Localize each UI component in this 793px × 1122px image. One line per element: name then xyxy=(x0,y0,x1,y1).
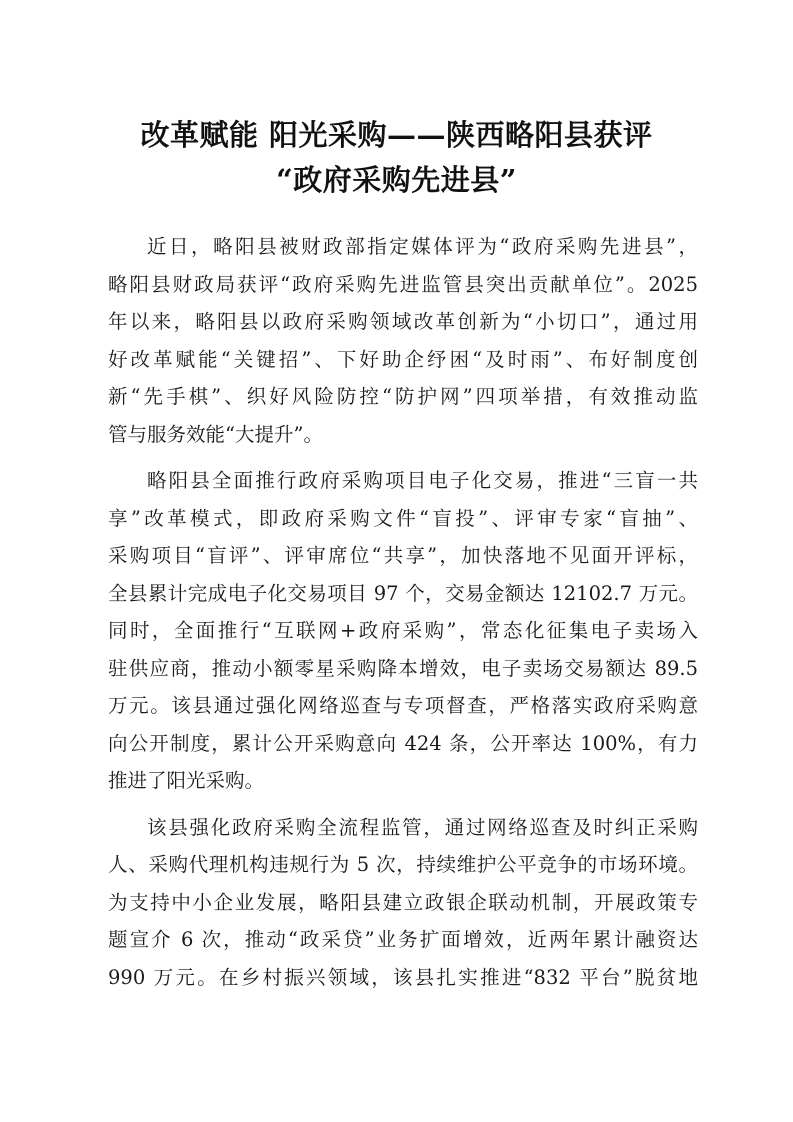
paragraph-1-line-5: 新“先手棋”、织好风险防控“防护网”四项举措，有效推动监 xyxy=(108,385,698,408)
paragraph-2-line-6: 驻供应商，推动小额零星采购降本增效，电子卖场交易额达 89.5 xyxy=(108,656,698,680)
paragraph-1-line-4: 好改革赋能“关键招”、下好助企纾困“及时雨”、布好制度创 xyxy=(108,347,698,371)
paragraph-3-line-5: 990 万元。在乡村振兴领域，该县扎实推进“832 平台”脱贫地 xyxy=(108,965,698,989)
paragraph-2-line-7: 万元。该县通过强化网络巡查与专项督查，严格落实政府采购意 xyxy=(108,694,698,717)
paragraph-3-line-1: 该县强化政府采购全流程监管，通过网络巡查及时纠正采购 xyxy=(147,815,698,839)
paragraph-1-line-3: 年以来，略阳县以政府采购领域改革创新为“小切口”，通过用 xyxy=(108,310,698,333)
article-title-line-2: “政府采购先进县” xyxy=(276,163,517,197)
paragraph-2-line-2: 享”改革模式，即政府采购文件“盲投”、评审专家“盲抽”、 xyxy=(108,506,698,530)
paragraph-3-line-4: 题宣介 6 次，推动“政采贷”业务扩面增效，近两年累计融资达 xyxy=(108,928,698,951)
article-body xyxy=(108,228,698,996)
paragraph-2-line-8: 向公开制度，累计公开采购意向 424 条，公开率达 100%，有力 xyxy=(108,731,698,755)
paragraph-3-line-2: 人、采购代理机构违规行为 5 次，持续维护公平竞争的市场环境。 xyxy=(108,853,698,876)
paragraph-1-line-1: 近日，略阳县被财政部指定媒体评为“政府采购先进县”， xyxy=(147,235,698,258)
paragraph-1-line-6: 管与服务效能“大提升”。 xyxy=(108,422,323,446)
paragraph-2-line-9: 推进了阳光采购。 xyxy=(108,769,265,792)
paragraph-2-line-5: 同时，全面推行“互联网+政府采购”，常态化征集电子卖场入 xyxy=(108,619,698,642)
paragraph-3-line-3: 为支持中小企业发展，略阳县建立政银企联动机制，开展政策专 xyxy=(108,890,698,914)
paragraph-1-line-2: 略阳县财政局获评“政府采购先进监管县突出贡献单位”。2025 xyxy=(108,272,698,296)
paragraph-2-line-4: 全县累计完成电子化交易项目 97 个，交易金额达 12102.7 万元。 xyxy=(108,581,698,605)
paragraph-2-line-3: 采购项目“盲评”、评审席位“共享”，加快落地不见面开评标， xyxy=(108,544,698,567)
paragraph-2-line-1: 略阳县全面推行政府采购项目电子化交易，推进“三盲一共 xyxy=(147,469,698,492)
paragraph-spacer xyxy=(108,453,698,462)
paragraph-spacer xyxy=(108,800,698,809)
article-title-line-1: 改革赋能 阳光采购——陕西略阳县获评 xyxy=(140,118,653,152)
